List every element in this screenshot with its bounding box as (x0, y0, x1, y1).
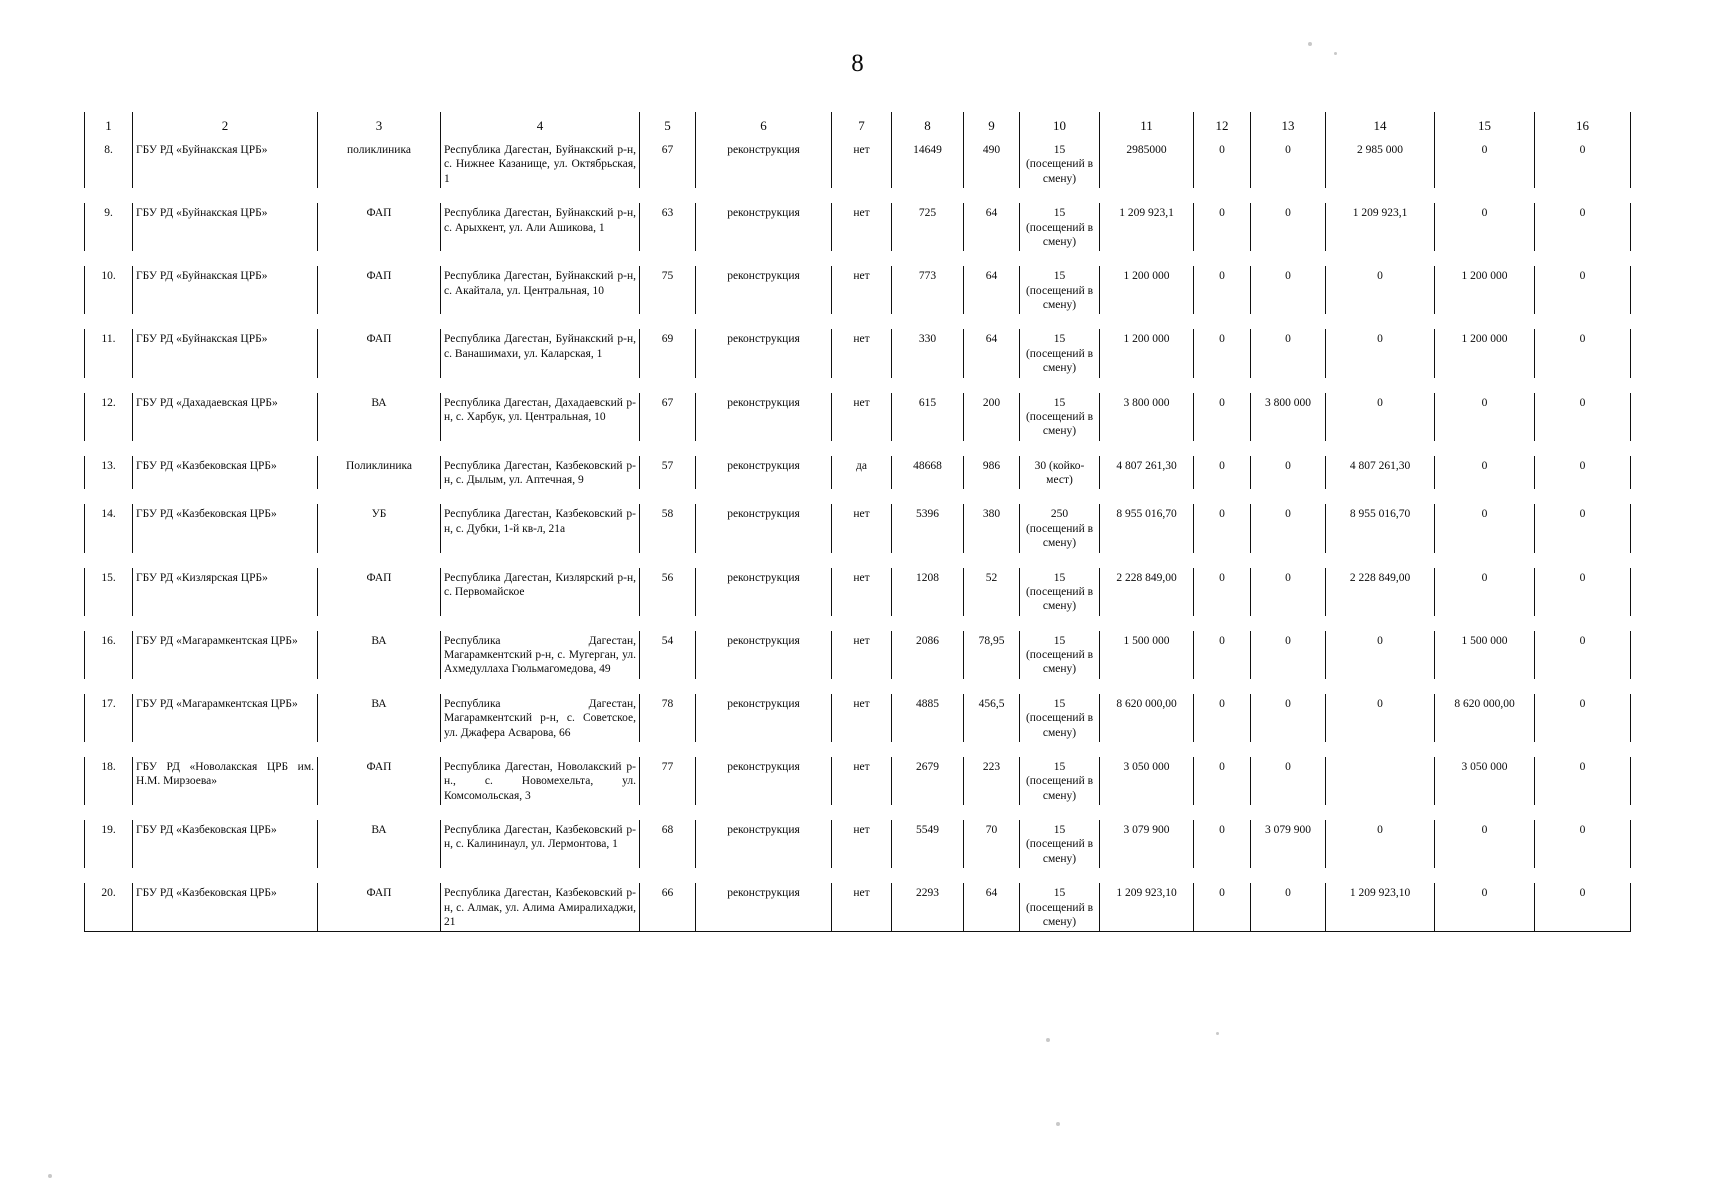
table-row (85, 568, 1631, 616)
organization-name: ГБУ РД «Буйнакская ЦРБ» (133, 140, 318, 188)
col8-value: 4885 (892, 694, 964, 742)
col7-value: нет (832, 820, 892, 868)
col5-value: 57 (640, 456, 696, 490)
facility-type: ФАП (318, 568, 441, 616)
col9-value: 223 (964, 757, 1020, 805)
col12-value: 0 (1194, 329, 1251, 377)
col15-value: 0 (1435, 456, 1535, 490)
organization-name: ГБУ РД «Дахадаевская ЦРБ» (133, 393, 318, 441)
col16-value: 0 (1535, 203, 1631, 251)
col9-value: 200 (964, 393, 1020, 441)
col-num-4: 4 (441, 112, 640, 140)
col7-value: нет (832, 266, 892, 314)
address: Республика Дагестан, Кизлярский р-н, с. Первомайское (441, 568, 640, 616)
col7-value: нет (832, 757, 892, 805)
organization-name: ГБУ РД «Буйнакская ЦРБ» (133, 329, 318, 377)
col7-value: нет (832, 140, 892, 188)
address: Республика Дагестан, Новолакский р-н., с. Новомехельта, ул. Комсомольская, 3 (441, 757, 640, 805)
col14-value: 0 (1326, 631, 1435, 679)
col12-value: 0 (1194, 504, 1251, 552)
table-row (85, 694, 1631, 742)
col5-value: 68 (640, 820, 696, 868)
col12-value: 0 (1194, 203, 1251, 251)
organization-name: ГБУ РД «Магарамкентская ЦРБ» (133, 631, 318, 679)
col13-value: 0 (1251, 504, 1326, 552)
scan-speck (1308, 42, 1312, 46)
col13-value: 0 (1251, 140, 1326, 188)
col-num-11: 11 (1100, 112, 1194, 140)
col12-value: 0 (1194, 393, 1251, 441)
col7-value: нет (832, 568, 892, 616)
col8-value: 2086 (892, 631, 964, 679)
capacity: 15 (посещений в смену) (1020, 631, 1100, 679)
col-num-9: 9 (964, 112, 1020, 140)
col13-value: 0 (1251, 203, 1326, 251)
col16-value: 0 (1535, 456, 1631, 490)
col13-value: 3 079 900 (1251, 820, 1326, 868)
capacity: 250 (посещений в смену) (1020, 504, 1100, 552)
work-type: реконструкция (696, 203, 832, 251)
col14-value: 1 209 923,10 (1326, 883, 1435, 932)
col13-value: 0 (1251, 757, 1326, 805)
col5-value: 54 (640, 631, 696, 679)
col12-value: 0 (1194, 140, 1251, 188)
scan-speck (1216, 1032, 1219, 1035)
col-num-5: 5 (640, 112, 696, 140)
col9-value: 64 (964, 883, 1020, 932)
col15-value: 1 200 000 (1435, 329, 1535, 377)
work-type: реконструкция (696, 266, 832, 314)
total-cost: 1 209 923,1 (1100, 203, 1194, 251)
row-number: 13. (85, 456, 133, 490)
row-number: 14. (85, 504, 133, 552)
total-cost: 1 200 000 (1100, 266, 1194, 314)
col15-value: 1 500 000 (1435, 631, 1535, 679)
column-number-row (85, 112, 1631, 140)
col-num-7: 7 (832, 112, 892, 140)
row-spacer (85, 489, 1631, 504)
col-num-1: 1 (85, 112, 133, 140)
col5-value: 56 (640, 568, 696, 616)
col13-value: 0 (1251, 456, 1326, 490)
col14-value: 0 (1326, 694, 1435, 742)
col15-value: 0 (1435, 504, 1535, 552)
col13-value: 3 800 000 (1251, 393, 1326, 441)
col8-value: 5549 (892, 820, 964, 868)
col9-value: 490 (964, 140, 1020, 188)
col7-value: нет (832, 883, 892, 932)
col5-value: 66 (640, 883, 696, 932)
address: Республика Дагестан, Казбековский р-н, с. Дылым, ул. Аптечная, 9 (441, 456, 640, 490)
organization-name: ГБУ РД «Казбековская ЦРБ» (133, 504, 318, 552)
col14-value (1326, 757, 1435, 805)
work-type: реконструкция (696, 140, 832, 188)
col15-value: 0 (1435, 883, 1535, 932)
row-number: 10. (85, 266, 133, 314)
col15-value: 3 050 000 (1435, 757, 1535, 805)
total-cost: 3 050 000 (1100, 757, 1194, 805)
total-cost: 2985000 (1100, 140, 1194, 188)
capacity: 15 (посещений в смену) (1020, 266, 1100, 314)
col16-value: 0 (1535, 694, 1631, 742)
scan-speck (48, 1174, 52, 1178)
work-type: реконструкция (696, 757, 832, 805)
col7-value: нет (832, 694, 892, 742)
row-number: 12. (85, 393, 133, 441)
col12-value: 0 (1194, 456, 1251, 490)
address: Республика Дагестан, Казбековский р-н, с. Алмак, ул. Алима Амиралихаджи, 21 (441, 883, 640, 932)
table-row (85, 140, 1631, 188)
col9-value: 78,95 (964, 631, 1020, 679)
col13-value: 0 (1251, 568, 1326, 616)
col12-value: 0 (1194, 694, 1251, 742)
col15-value: 0 (1435, 820, 1535, 868)
col8-value: 330 (892, 329, 964, 377)
total-cost: 1 209 923,10 (1100, 883, 1194, 932)
row-number: 19. (85, 820, 133, 868)
row-number: 17. (85, 694, 133, 742)
row-spacer (85, 868, 1631, 883)
col8-value: 615 (892, 393, 964, 441)
work-type: реконструкция (696, 820, 832, 868)
row-spacer (85, 314, 1631, 329)
scan-speck (1056, 1122, 1060, 1126)
col14-value: 2 985 000 (1326, 140, 1435, 188)
address: Республика Дагестан, Казбековский р-н, с. Дубки, 1-й кв-л, 21а (441, 504, 640, 552)
col8-value: 1208 (892, 568, 964, 616)
col9-value: 380 (964, 504, 1020, 552)
col8-value: 773 (892, 266, 964, 314)
col9-value: 52 (964, 568, 1020, 616)
col12-value: 0 (1194, 883, 1251, 932)
facility-type: поликлиника (318, 140, 441, 188)
col-num-15: 15 (1435, 112, 1535, 140)
col-num-10: 10 (1020, 112, 1100, 140)
row-number: 8. (85, 140, 133, 188)
row-number: 18. (85, 757, 133, 805)
capacity: 15 (посещений в смену) (1020, 568, 1100, 616)
organization-name: ГБУ РД «Новолакская ЦРБ им. Н.М. Мирзоева» (133, 757, 318, 805)
facility-type: ФАП (318, 329, 441, 377)
row-spacer (85, 805, 1631, 820)
capacity: 15 (посещений в смену) (1020, 883, 1100, 932)
work-type: реконструкция (696, 568, 832, 616)
col16-value: 0 (1535, 568, 1631, 616)
row-number: 20. (85, 883, 133, 932)
address: Республика Дагестан, Буйнакский р-н, с. Акайтала, ул. Центральная, 10 (441, 266, 640, 314)
col16-value: 0 (1535, 266, 1631, 314)
col16-value: 0 (1535, 329, 1631, 377)
total-cost: 3 800 000 (1100, 393, 1194, 441)
total-cost: 3 079 900 (1100, 820, 1194, 868)
table-row (85, 820, 1631, 868)
col-num-16: 16 (1535, 112, 1631, 140)
table-row (85, 631, 1631, 679)
col15-value: 0 (1435, 393, 1535, 441)
col15-value: 1 200 000 (1435, 266, 1535, 314)
col14-value: 4 807 261,30 (1326, 456, 1435, 490)
facility-type: ВА (318, 820, 441, 868)
work-type: реконструкция (696, 694, 832, 742)
address: Республика Дагестан, Магарамкентский р-н, с. Мугерган, ул. Ахмедуллаха Гюльмагомедова, 49 (441, 631, 640, 679)
row-number: 9. (85, 203, 133, 251)
facility-type: ВА (318, 631, 441, 679)
row-spacer (85, 679, 1631, 694)
capacity: 30 (койко-мест) (1020, 456, 1100, 490)
col8-value: 5396 (892, 504, 964, 552)
scan-speck (1046, 1038, 1050, 1042)
col13-value: 0 (1251, 631, 1326, 679)
col7-value: да (832, 456, 892, 490)
col14-value: 0 (1326, 820, 1435, 868)
capacity: 15 (посещений в смену) (1020, 329, 1100, 377)
organization-name: ГБУ РД «Буйнакская ЦРБ» (133, 203, 318, 251)
objects-table-container (84, 112, 1630, 932)
col7-value: нет (832, 393, 892, 441)
col9-value: 456,5 (964, 694, 1020, 742)
table-row (85, 757, 1631, 805)
col8-value: 2293 (892, 883, 964, 932)
organization-name: ГБУ РД «Казбековская ЦРБ» (133, 456, 318, 490)
total-cost: 1 500 000 (1100, 631, 1194, 679)
col8-value: 14649 (892, 140, 964, 188)
capacity: 15 (посещений в смену) (1020, 694, 1100, 742)
row-spacer (85, 553, 1631, 568)
col-num-6: 6 (696, 112, 832, 140)
col14-value: 0 (1326, 393, 1435, 441)
table-row (85, 883, 1631, 932)
capacity: 15 (посещений в смену) (1020, 757, 1100, 805)
row-spacer (85, 251, 1631, 266)
col14-value: 1 209 923,1 (1326, 203, 1435, 251)
address: Республика Дагестан, Магарамкентский р-н, с. Советское, ул. Джафера Асварова, 66 (441, 694, 640, 742)
col15-value: 0 (1435, 203, 1535, 251)
col12-value: 0 (1194, 757, 1251, 805)
row-spacer (85, 616, 1631, 631)
col16-value: 0 (1535, 631, 1631, 679)
organization-name: ГБУ РД «Кизлярская ЦРБ» (133, 568, 318, 616)
table-row (85, 456, 1631, 490)
facility-type: ФАП (318, 266, 441, 314)
col7-value: нет (832, 203, 892, 251)
row-number: 16. (85, 631, 133, 679)
col9-value: 64 (964, 266, 1020, 314)
col16-value: 0 (1535, 140, 1631, 188)
address: Республика Дагестан, Казбековский р-н, с. Калининаул, ул. Лермонтова, 1 (441, 820, 640, 868)
col-num-14: 14 (1326, 112, 1435, 140)
col16-value: 0 (1535, 820, 1631, 868)
scan-speck (1334, 52, 1337, 55)
col5-value: 69 (640, 329, 696, 377)
col12-value: 0 (1194, 631, 1251, 679)
row-spacer (85, 441, 1631, 456)
col5-value: 78 (640, 694, 696, 742)
row-spacer (85, 188, 1631, 203)
col13-value: 0 (1251, 883, 1326, 932)
col8-value: 48668 (892, 456, 964, 490)
facility-type: Поликлиника (318, 456, 441, 490)
row-number: 11. (85, 329, 133, 377)
col8-value: 725 (892, 203, 964, 251)
work-type: реконструкция (696, 393, 832, 441)
col16-value: 0 (1535, 504, 1631, 552)
col-num-12: 12 (1194, 112, 1251, 140)
work-type: реконструкция (696, 456, 832, 490)
col9-value: 986 (964, 456, 1020, 490)
facility-type: ФАП (318, 757, 441, 805)
organization-name: ГБУ РД «Казбековская ЦРБ» (133, 820, 318, 868)
work-type: реконструкция (696, 504, 832, 552)
facility-type: УБ (318, 504, 441, 552)
capacity: 15 (посещений в смену) (1020, 820, 1100, 868)
capacity: 15 (посещений в смену) (1020, 203, 1100, 251)
facility-type: ФАП (318, 203, 441, 251)
col9-value: 64 (964, 329, 1020, 377)
col7-value: нет (832, 631, 892, 679)
total-cost: 8 620 000,00 (1100, 694, 1194, 742)
address: Республика Дагестан, Дахадаевский р-н, с. Харбук, ул. Центральная, 10 (441, 393, 640, 441)
table-row (85, 203, 1631, 251)
row-spacer (85, 378, 1631, 393)
capacity: 15 (посещений в смену) (1020, 140, 1100, 188)
col9-value: 70 (964, 820, 1020, 868)
facility-type: ВА (318, 393, 441, 441)
col7-value: нет (832, 504, 892, 552)
work-type: реконструкция (696, 631, 832, 679)
table-row (85, 329, 1631, 377)
col15-value: 8 620 000,00 (1435, 694, 1535, 742)
col5-value: 67 (640, 140, 696, 188)
col5-value: 58 (640, 504, 696, 552)
col16-value: 0 (1535, 757, 1631, 805)
organization-name: ГБУ РД «Буйнакская ЦРБ» (133, 266, 318, 314)
total-cost: 2 228 849,00 (1100, 568, 1194, 616)
col16-value: 0 (1535, 393, 1631, 441)
col12-value: 0 (1194, 820, 1251, 868)
col8-value: 2679 (892, 757, 964, 805)
row-spacer (85, 742, 1631, 757)
page-number: 8 (851, 50, 864, 77)
organization-name: ГБУ РД «Казбековская ЦРБ» (133, 883, 318, 932)
table-row (85, 266, 1631, 314)
col5-value: 67 (640, 393, 696, 441)
col12-value: 0 (1194, 266, 1251, 314)
col14-value: 8 955 016,70 (1326, 504, 1435, 552)
col14-value: 0 (1326, 329, 1435, 377)
table-row (85, 393, 1631, 441)
col15-value: 0 (1435, 140, 1535, 188)
col-num-8: 8 (892, 112, 964, 140)
col9-value: 64 (964, 203, 1020, 251)
facility-type: ВА (318, 694, 441, 742)
col13-value: 0 (1251, 694, 1326, 742)
objects-table (84, 112, 1631, 932)
col13-value: 0 (1251, 329, 1326, 377)
col13-value: 0 (1251, 266, 1326, 314)
organization-name: ГБУ РД «Магарамкентская ЦРБ» (133, 694, 318, 742)
col-num-3: 3 (318, 112, 441, 140)
address: Республика Дагестан, Буйнакский р-н, с. Ванашимахи, ул. Каларская, 1 (441, 329, 640, 377)
col5-value: 77 (640, 757, 696, 805)
table-row (85, 504, 1631, 552)
col-num-2: 2 (133, 112, 318, 140)
total-cost: 1 200 000 (1100, 329, 1194, 377)
total-cost: 4 807 261,30 (1100, 456, 1194, 490)
address: Республика Дагестан, Буйнакский р-н, с. Нижнее Казанище, ул. Октябрьская, 1 (441, 140, 640, 188)
col16-value: 0 (1535, 883, 1631, 932)
total-cost: 8 955 016,70 (1100, 504, 1194, 552)
col14-value: 0 (1326, 266, 1435, 314)
capacity: 15 (посещений в смену) (1020, 393, 1100, 441)
col5-value: 63 (640, 203, 696, 251)
work-type: реконструкция (696, 329, 832, 377)
col5-value: 75 (640, 266, 696, 314)
col12-value: 0 (1194, 568, 1251, 616)
work-type: реконструкция (696, 883, 832, 932)
col14-value: 2 228 849,00 (1326, 568, 1435, 616)
address: Республика Дагестан, Буйнакский р-н, с. Арыхкент, ул. Али Ашикова, 1 (441, 203, 640, 251)
col15-value: 0 (1435, 568, 1535, 616)
col7-value: нет (832, 329, 892, 377)
facility-type: ФАП (318, 883, 441, 932)
row-number: 15. (85, 568, 133, 616)
col-num-13: 13 (1251, 112, 1326, 140)
